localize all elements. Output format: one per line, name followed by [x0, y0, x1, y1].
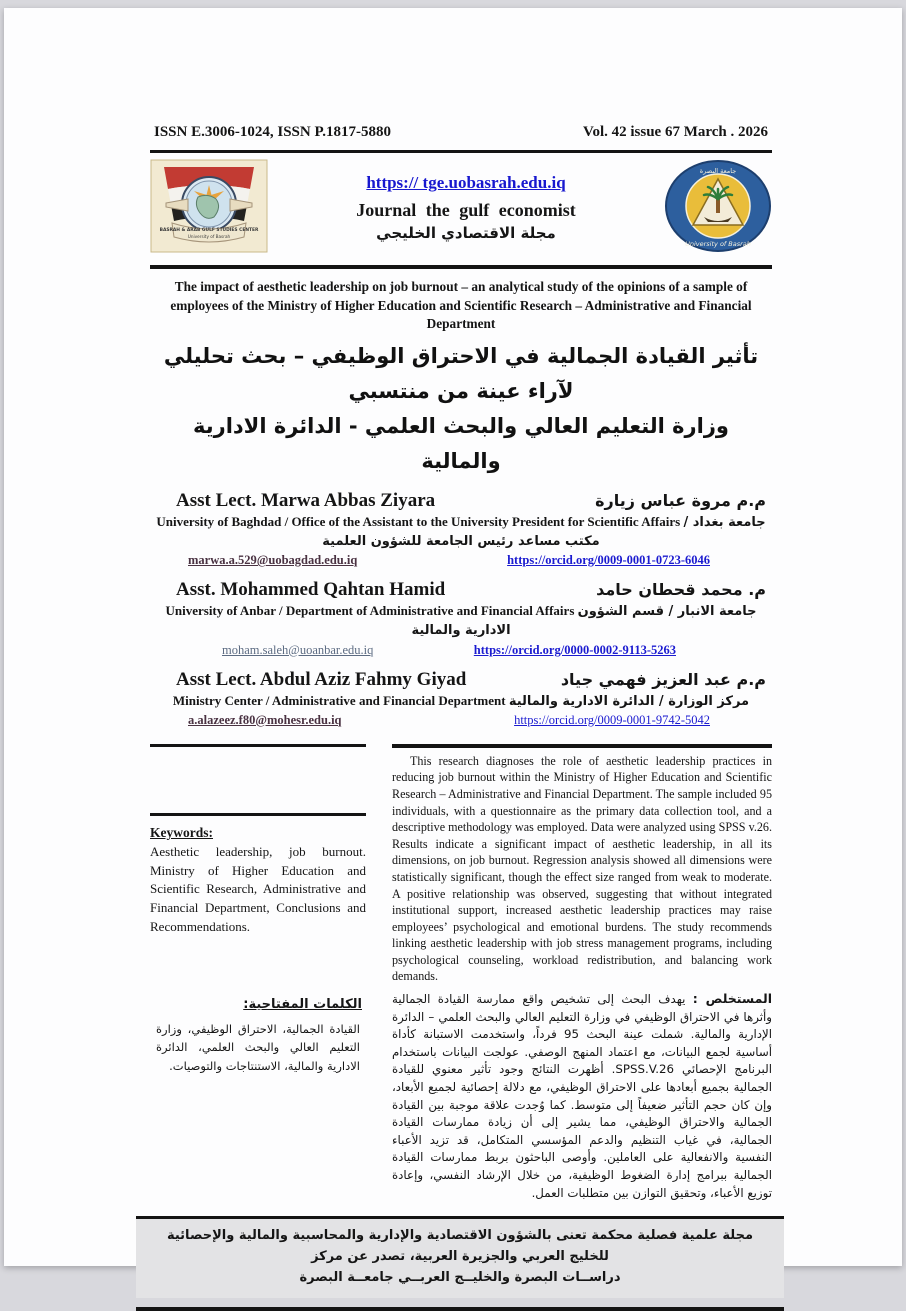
author3-affiliation: Ministry Center / Administrative and Financial Department مركز الوزارة / الدائرة الادارية والمالية: [172, 692, 750, 709]
author3-name-en: Asst Lect. Abdul Aziz Fahmy Giyad: [176, 668, 467, 690]
right-logo-english-text: University of Basrah: [685, 239, 751, 248]
gulf-studies-center-logo: [150, 159, 268, 258]
keywords-divider: [150, 813, 366, 816]
masthead-center: [268, 171, 664, 245]
abstract-ar: المستخلص : يهدف البحث إلى تشخيص واقع ممارسة القيادة الجمالية وأثرها في الاحتراق الوظيفي في وزارة التعليم العالي والبحث العلمي – الدائرة الإدارية والمالية. شملت عينة البحث 95 فرداً، واستخدمت الاستبانة كأداة أساسية لجمع البيانات، مع اعتماد المنهج الوصفي. عولجت البيانات باستخدام البرنامج الإحصائي SPSS.V.26. أظهرت النتائج وجود تأثير معنوي للقيادة الجمالية بجميع أبعادها على الاحتراق الوظيفي، مع دلالة إحصائية لجميع الأبعاد، وإن كان حجم التأثير ضعيفاً إلى متوسط. كما وُجدت علاقة موجبة بين القيادة الجمالية والاحتراق الوظيفي، مما يشير إلى أن زيادة ممارسات القيادة الجمالية، في غياب التنظيم والدعم المؤسسي المتكامل، قد تزيد الأعباء النفسية والانفعالية على العاملين. وأوصى الباحثون بربط ممارسات القيادة الجمالية ببرامج إدارة الضغوط الوظيفية، من خلال الإرشاد النفسي، وإعادة توزيع الأعباء، وتحقيق التوازن بين متطلبات العمل.: [392, 991, 772, 1200]
keywords-text-en: Aesthetic leadership, job burnout. Ministry of Higher Education and Scientific Research, Administrative and Financial Department, Conclusions and Recommendations.: [150, 843, 366, 935]
author3-name-ar: م.م عبد العزيز فهمي جياد: [560, 669, 766, 689]
keywords-heading-ar: الكلمات المفتاحية:: [243, 996, 362, 1012]
issn-text: ISSN E.3006-1024, ISSN P.1817-5880: [154, 124, 391, 140]
masthead-divider: [150, 265, 772, 269]
keywords-text-ar: القيادة الجمالية، الاحتراق الوظيفي، وزارة التعليم العالي والبحث العلمي، الدائرة الادارية والمالية، الاستنتاجات والتوصيات.: [156, 1021, 360, 1073]
author2-name-en: Asst. Mohammed Qahtan Hamid: [176, 579, 446, 601]
journal-url-link[interactable]: https:// tge.uobasrah.edu.iq: [366, 172, 566, 192]
journal-header: [150, 124, 772, 141]
masthead: [150, 160, 772, 256]
author1-name-en: Asst Lect. Marwa Abbas Ziyara: [176, 489, 436, 511]
author2-name-ar: م. محمد قحطان حامد: [596, 580, 766, 600]
journal-name-en: Journal the gulf economist: [356, 200, 576, 221]
author-block-2: [150, 579, 772, 657]
article-title-en: The impact of aesthetic leadership on job burnout – an analytical study of the opinions of a sample of employees of the Ministry of Higher Education and Scientific Research – Administrative and Financial Department: [170, 279, 752, 332]
left-logo-banner-subtext: University of Basrah: [187, 233, 231, 239]
abstract-en: This research diagnoses the role of aesthetic leadership practices in reducing job burnout within the Ministry of Higher Education and Scientific Research – Administrative and Financial Department. The sample included 95 individuals, with a questionnaire as the primary data collection tool, and a descriptive methodology was employed. Data were analyzed using SPSS v.26. Results indicate a significant impact of aesthetic leadership, in all its dimensions, on job burnout. Regression analysis showed all dimensions were statistically significant, though the effect size ranged from weak to moderate. A positive relationship was observed, suggesting that without integrated institutional support, increased aesthetic leadership practices may raise employees’ psychological and emotional burdens. The study recommends linking aesthetic leadership with job stress management programs, including psychological counseling, workload redistribution, and balancing work demands.: [392, 753, 772, 984]
author2-email-link[interactable]: moham.saleh@uoanbar.edu.iq: [222, 642, 374, 657]
keywords-heading-en: Keywords:: [150, 824, 213, 840]
right-logo-arabic-text: جامعة البصرة: [699, 166, 737, 175]
footer-divider: [136, 1307, 784, 1311]
abstract-section: [150, 744, 772, 1202]
author1-email-link[interactable]: marwa.a.529@uobagdad.edu.iq: [188, 553, 358, 568]
abstract-ar-label: المستخلص :: [692, 991, 772, 1007]
article-title-ar: [150, 339, 772, 479]
author1-orcid-link[interactable]: https://orcid.org/0009-0001-0723-6046: [507, 553, 710, 568]
university-of-basrah-logo: [664, 159, 772, 258]
author-block-3: [150, 669, 772, 728]
author1-name-ar: م.م مروة عباس زيارة: [595, 490, 766, 510]
keywords-column: [150, 744, 366, 1202]
document-page: [4, 8, 902, 1285]
abstract-column: [392, 744, 772, 1202]
author-block-1: [150, 490, 772, 568]
footer-line1: مجلة علمية فصلية محكمة تعنى بالشؤون الاقتصادية والإدارية والمحاسبية والمالية والإحصائية للخليج العربي والجزيرة العربية، تصدر عن مركز: [166, 1228, 753, 1264]
volume-text: Vol. 42 issue 67 March . 2026: [582, 124, 768, 140]
footer-line2: دراســات البصرة والخليــج العربــي جامعــة البصرة: [299, 1269, 621, 1285]
author3-orcid-link[interactable]: https://orcid.org/0009-0001-9742-5042: [514, 712, 710, 727]
article-title-ar-line2: وزارة التعليم العالي والبحث العلمي - الدائرة الادارية والمالية: [193, 413, 729, 473]
author3-email-link[interactable]: a.alazeez.f80@mohesr.edu.iq: [188, 712, 342, 727]
article-title-ar-line1: تأثير القيادة الجمالية في الاحتراق الوظيفي – بحث تحليلي لآراء عينة من منتسبي: [163, 343, 759, 403]
author2-affiliation: University of Anbar / Department of Administrative and Financial Affairs جامعة الانبار / قسم الشؤون الادارية والمالية: [165, 603, 757, 639]
header-divider: [150, 150, 772, 153]
journal-name-ar: مجلة الاقتصادي الخليجي: [376, 224, 556, 243]
author2-orcid-link[interactable]: https://orcid.org/0000-0002-9113-5263: [473, 642, 676, 657]
journal-footer: [136, 1216, 784, 1297]
author1-affiliation: University of Baghdad / Office of the Assistant to the University President for Scientific Affairs جامعة بغداد / مكتب مساعد رئيس الجامعة للشؤون العلمية: [156, 513, 766, 550]
page-content: [150, 8, 772, 1311]
left-logo-banner-text: BASRAH & ARAB GULF STUDIES CENTER: [159, 227, 259, 233]
